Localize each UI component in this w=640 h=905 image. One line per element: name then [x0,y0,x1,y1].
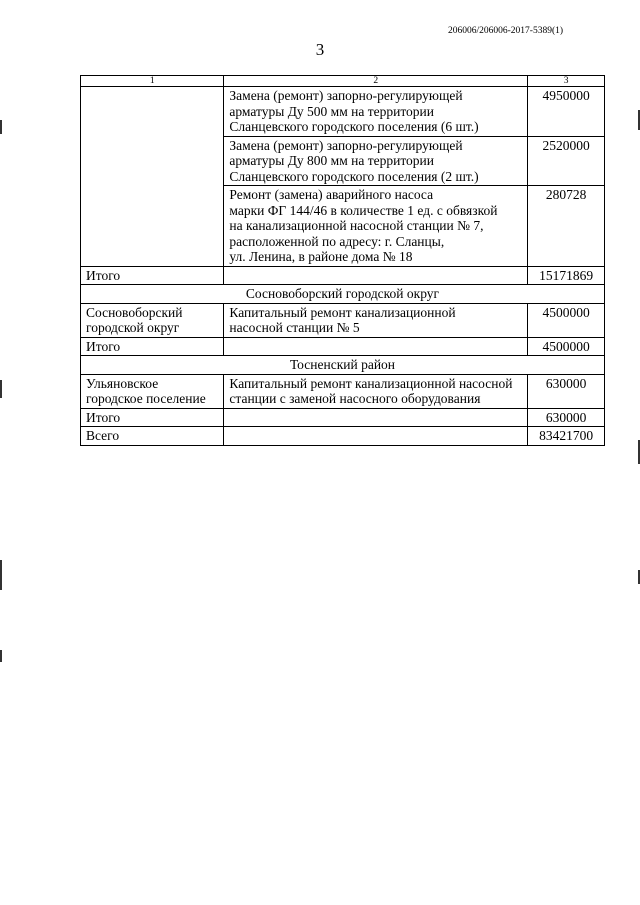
text-line: Замена (ремонт) запорно-регулирующей [229,88,463,103]
text-line: Капитальный ремонт канализационной насосной [229,375,513,391]
header-col-3: 3 [528,76,605,87]
table-row [81,87,605,137]
table-row [81,303,605,337]
text-line: расположенной по адресу: г. Сланцы, [229,233,445,249]
text-line: городское поселение [86,391,206,406]
total-label: Итого [81,408,224,427]
org-cell [81,303,224,337]
org-cell [81,87,224,267]
scan-mark [0,380,2,398]
amount-cell: 2520000 [528,136,605,186]
text-line: Ульяновское [86,375,159,391]
amount-cell: 4950000 [528,87,605,137]
total-amount: 15171869 [528,266,605,285]
work-description [224,303,528,337]
grand-total-row [81,427,605,446]
amount-cell: 630000 [528,374,605,408]
text-line: Сланцевского городского поселения (6 шт.) [229,119,479,134]
funding-table [80,75,605,446]
work-description [224,136,528,186]
text-line: городской округ [86,320,180,335]
text-line: арматуры Ду 500 мм на территории [229,103,434,119]
grand-total-amount: 83421700 [528,427,605,446]
amount-cell: 280728 [528,186,605,267]
section-row [81,285,605,304]
amount-cell: 4500000 [528,303,605,337]
text-line: Замена (ремонт) запорно-регулирующей [229,137,463,153]
text-line: Сланцевского городского поселения (2 шт.) [229,168,479,184]
scan-mark [0,120,2,134]
document-id: 206006/206006-2017-5389(1) [448,26,564,36]
work-description [224,374,528,408]
work-description [224,87,528,137]
text-line: марки ФГ 144/46 в количестве 1 ед. с обвязкой [229,202,498,218]
org-cell [81,374,224,408]
empty-cell [224,337,528,356]
total-label: Итого [81,337,224,356]
section-title: Тосненский район [81,356,605,375]
text-line: станции с заменой насосного оборудования [229,391,481,406]
text-line: Ремонт (замена) аварийного насоса [229,187,434,202]
text-line: Капитальный ремонт канализационной [229,304,456,320]
page-number: 3 [315,40,325,59]
total-amount: 630000 [528,408,605,427]
section-row [81,356,605,375]
header-col-1: 1 [81,76,224,87]
table-header-row [81,76,605,87]
section-title: Сосновоборский городской округ [81,285,605,304]
table-row [81,374,605,408]
header-col-2: 2 [224,76,528,87]
total-row [81,266,605,285]
scan-mark [0,650,2,662]
scan-mark [0,560,2,590]
empty-cell [224,266,528,285]
text-line: на канализационной насосной станции № 7, [229,218,484,233]
total-row [81,408,605,427]
empty-cell [224,408,528,427]
text-line: Сосновоборский [86,304,183,320]
empty-cell [224,427,528,446]
text-line: насосной станции № 5 [229,320,360,335]
total-label: Итого [81,266,224,285]
total-amount: 4500000 [528,337,605,356]
work-description [224,186,528,267]
text-line: ул. Ленина, в районе дома № 18 [229,249,413,264]
total-row [81,337,605,356]
grand-total-label: Всего [81,427,224,446]
text-line: арматуры Ду 800 мм на территории [229,153,434,168]
